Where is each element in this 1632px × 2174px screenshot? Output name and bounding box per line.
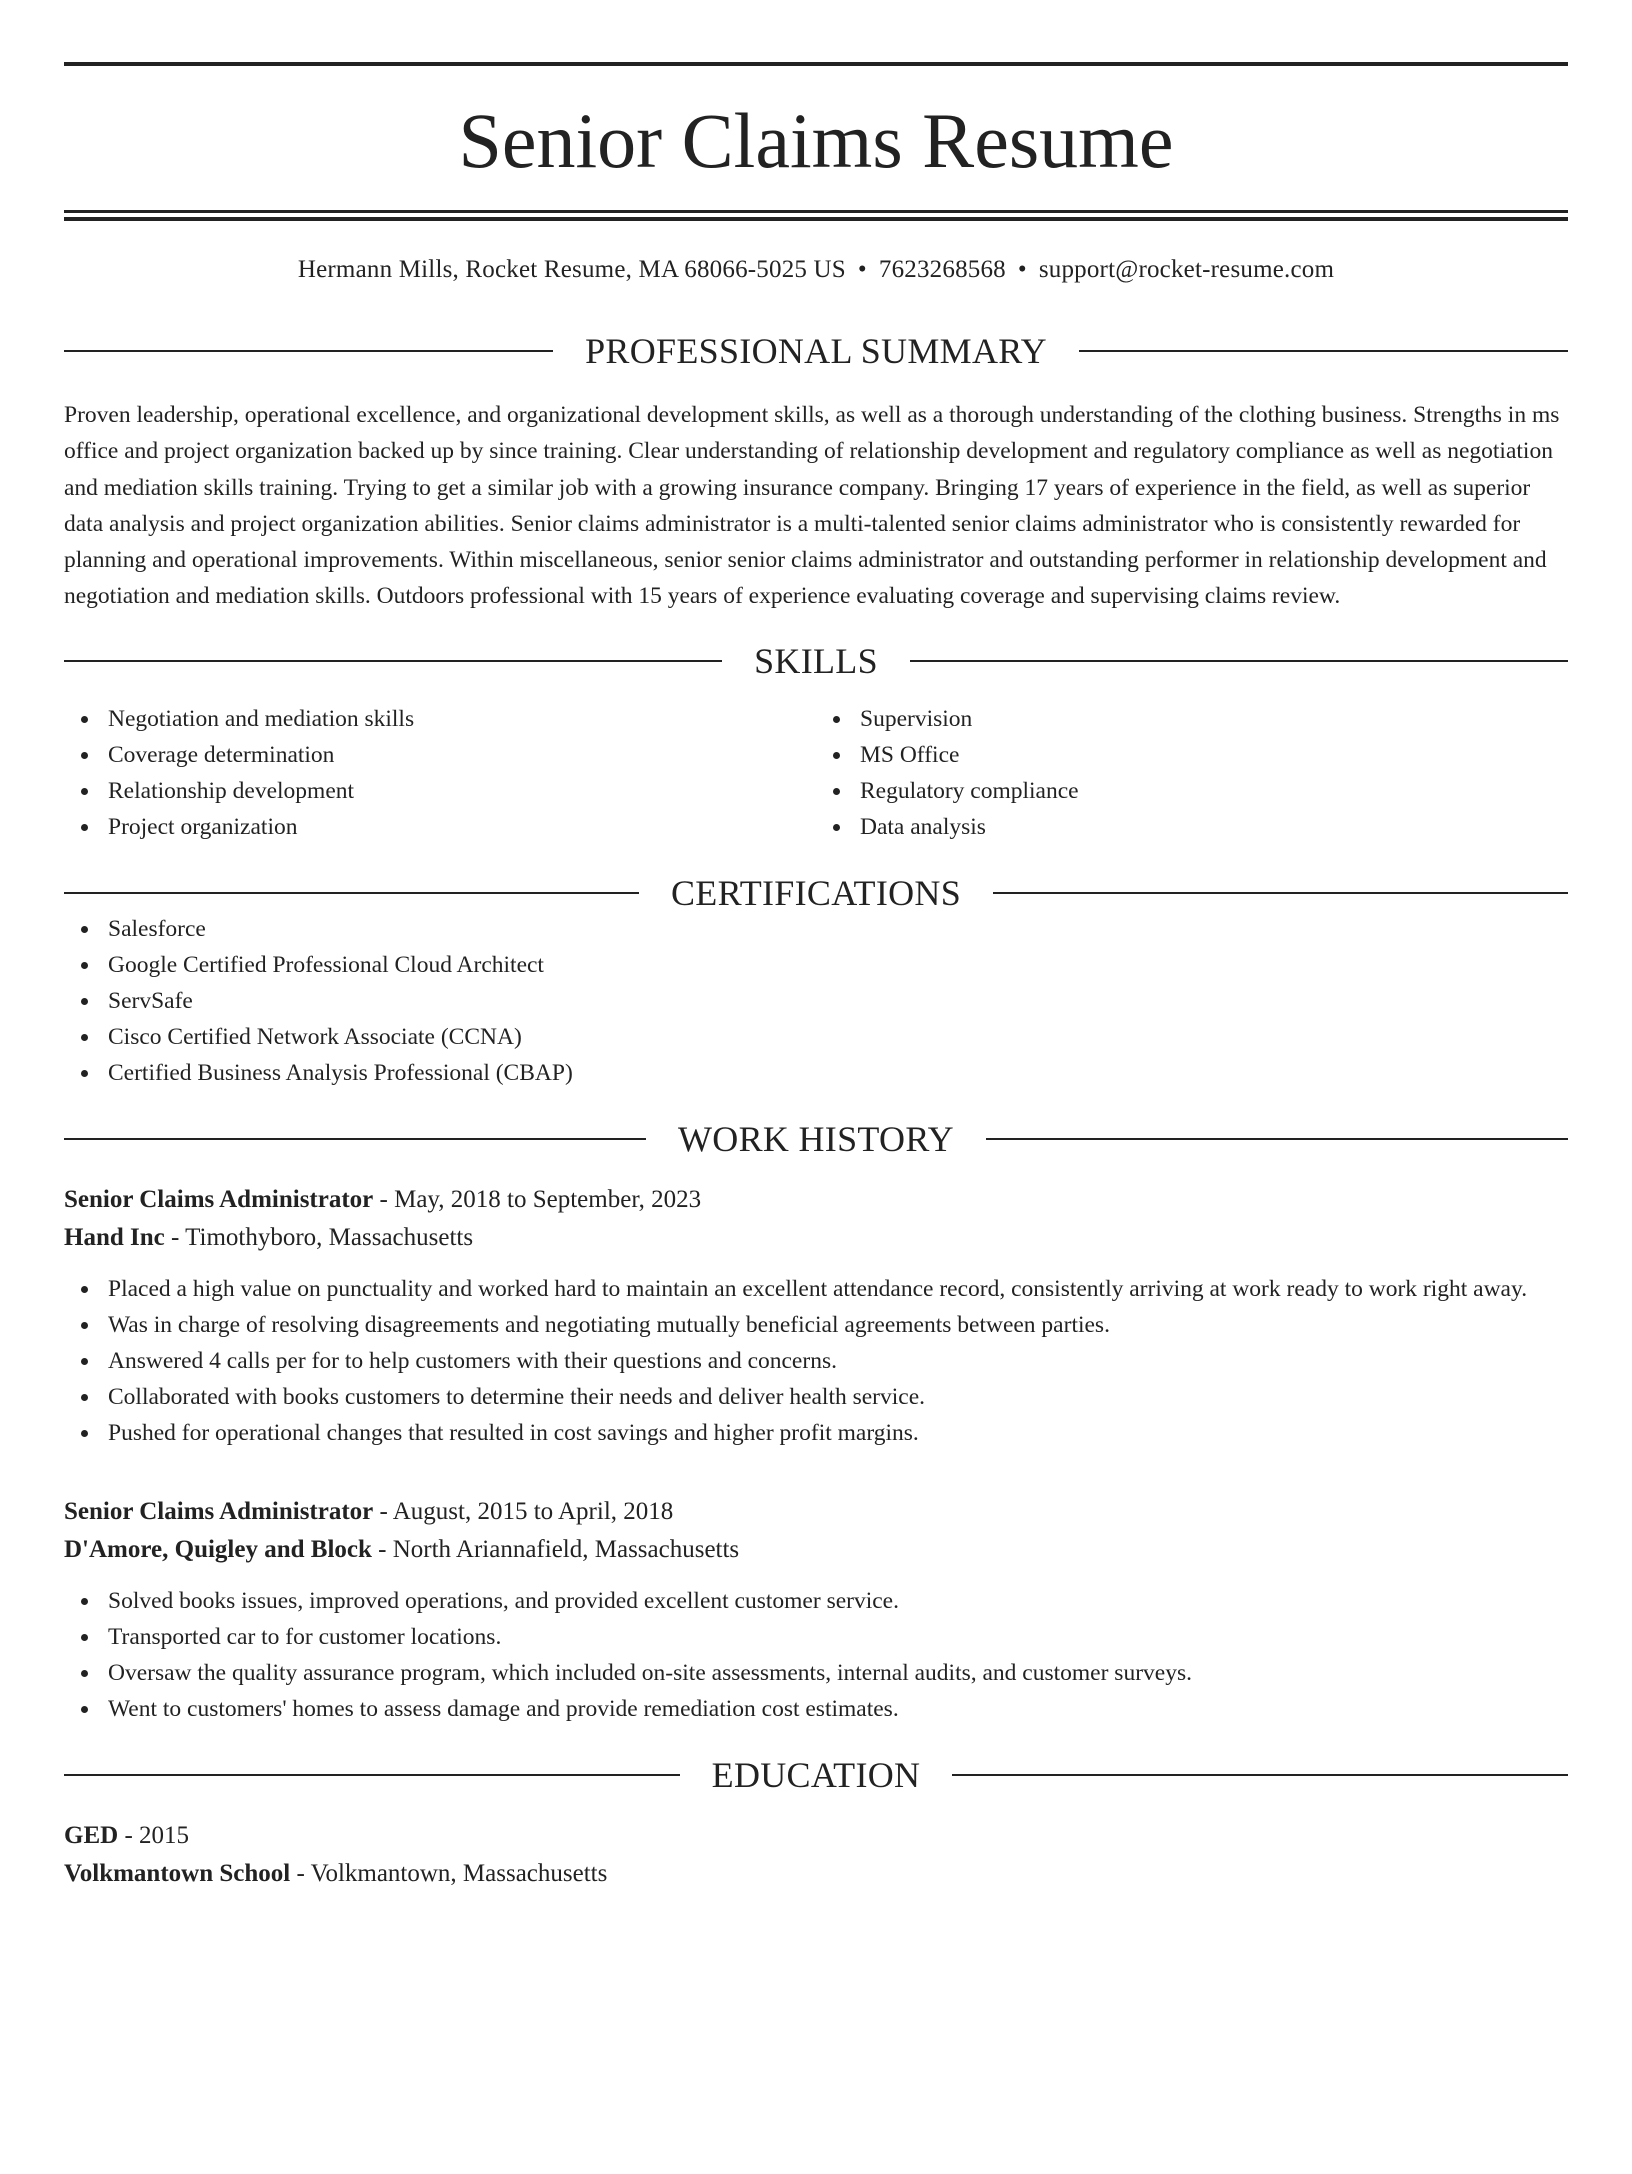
job-entry: [64, 1181, 1568, 1451]
heading-rule-left: [64, 660, 722, 662]
certification-item: ServSafe: [64, 983, 1568, 1019]
section-title: CERTIFICATIONS: [670, 872, 962, 913]
education-year: - 2015: [124, 1821, 190, 1849]
skill-item: MS Office: [816, 737, 1568, 773]
skill-item: Regulatory compliance: [816, 773, 1568, 809]
education-location: - Volkmantown, Massachusetts: [296, 1859, 608, 1887]
summary-heading: [64, 333, 1568, 369]
resume-title: Senior Claims Resume: [458, 97, 1174, 184]
education-degree: GED: [64, 1821, 119, 1849]
work-history-heading: [64, 1118, 1568, 1159]
heading-rule-left: [64, 1138, 646, 1140]
education-school-line: [64, 1855, 1568, 1893]
section-title: EDUCATION: [711, 1754, 921, 1795]
job-title-line: [64, 1493, 1568, 1531]
skill-item: Negotiation and mediation skills: [64, 701, 816, 737]
education-degree-line: [64, 1817, 1568, 1855]
skills-column-right: [816, 701, 1568, 845]
job-company-line: [64, 1219, 1568, 1257]
job-dates: - May, 2018 to September, 2023: [379, 1185, 702, 1213]
section-title: WORK HISTORY: [678, 1118, 954, 1159]
job-duties: [64, 1583, 1568, 1727]
skill-item: Supervision: [816, 701, 1568, 737]
job-duty: Collaborated with books customers to determine their needs and deliver health service.: [64, 1379, 1568, 1415]
skill-item: Data analysis: [816, 809, 1568, 845]
job-title-line: [64, 1181, 1568, 1219]
skills-column-left: [64, 701, 816, 845]
job-duty: Solved books issues, improved operations, and provided excellent customer service.: [64, 1583, 1568, 1619]
skill-item: Coverage determination: [64, 737, 816, 773]
skills-list: [64, 701, 1568, 845]
job-entry: [64, 1493, 1568, 1727]
job-duty: Pushed for operational changes that resulted in cost savings and higher profit margins.: [64, 1415, 1568, 1451]
job-duty: Went to customers' homes to assess damage and provide remediation cost estimates.: [64, 1691, 1568, 1727]
summary-text: Proven leadership, operational excellence, and organizational development skills, as well as a thorough understanding of the clothing business. Strengths in ms office and project organization backed up by since training. Clear understanding of relationship development and regulatory compliance as well as negotiation and mediation skills training. Trying to get a similar job with a growing insurance company. Bringing 17 years of experience in the field, as well as superior data analysis and project organization abilities. Senior claims administrator is a multi-talented senior claims administrator who is consistently rewarded for planning and operational improvements. Within miscellaneous, senior senior claims administrator and outstanding performer in relationship development and negotiation and mediation skills. Outdoors professional with 15 years of experience evaluating coverage and supervising claims review.: [64, 402, 1560, 610]
skill-item: Relationship development: [64, 773, 816, 809]
job-duties: [64, 1271, 1568, 1451]
job-dates: - August, 2015 to April, 2018: [379, 1497, 674, 1525]
education-school: Volkmantown School: [64, 1859, 291, 1887]
job-duty: Oversaw the quality assurance program, which included on-site assessments, internal audits, and customer surveys.: [64, 1655, 1568, 1691]
contact-separator: •: [857, 256, 867, 283]
job-duty: Answered 4 calls per for to help customers with their questions and concerns.: [64, 1343, 1568, 1379]
certification-item: Google Certified Professional Cloud Architect: [64, 947, 1568, 983]
education-entry: [64, 1817, 1568, 1893]
contact-line: [64, 255, 1568, 285]
skills-heading: [64, 640, 1568, 681]
contact-address: Hermann Mills, Rocket Resume, MA 68066-5025 US: [297, 256, 846, 283]
job-title: Senior Claims Administrator: [64, 1185, 374, 1213]
job-duty: Was in charge of resolving disagreements and negotiating mutually beneficial agreements between parties.: [64, 1307, 1568, 1343]
education-heading: [64, 1754, 1568, 1795]
contact-email: support@rocket-resume.com: [1038, 256, 1335, 283]
job-company: D'Amore, Quigley and Block: [64, 1535, 372, 1563]
heading-rule-right: [952, 1774, 1568, 1776]
skill-item: Project organization: [64, 809, 816, 845]
job-title: Senior Claims Administrator: [64, 1497, 374, 1525]
heading-rule-left: [64, 892, 639, 894]
heading-rule-right: [986, 1138, 1568, 1140]
certification-item: Cisco Certified Network Associate (CCNA): [64, 1019, 1568, 1055]
section-title: SKILLS: [754, 640, 878, 681]
top-rule: [64, 62, 1568, 66]
heading-rule-right: [910, 660, 1568, 662]
heading-rule-right: [993, 892, 1568, 894]
job-company-line: [64, 1531, 1568, 1569]
job-location: - North Ariannafield, Massachusetts: [378, 1535, 740, 1563]
heading-rule-right: [1079, 350, 1568, 352]
heading-rule-left: [64, 350, 553, 352]
job-duty: Transported car to for customer locations.: [64, 1619, 1568, 1655]
resume-page: [0, 62, 1632, 2174]
certifications-list: [64, 911, 1568, 1091]
job-company: Hand Inc: [64, 1223, 165, 1251]
certification-item: Salesforce: [64, 911, 1568, 947]
heading-rule-left: [64, 1774, 680, 1776]
job-duty: Placed a high value on punctuality and worked hard to maintain an excellent attendance record, consistently arriving at work ready to work right away.: [64, 1271, 1568, 1307]
job-location: - Timothyboro, Massachusetts: [170, 1223, 474, 1251]
certifications-heading: [64, 872, 1568, 913]
contact-separator: •: [1017, 256, 1027, 283]
contact-phone: 7623268568: [878, 256, 1006, 283]
title-double-rule: [64, 210, 1568, 221]
section-title: PROFESSIONAL SUMMARY: [585, 331, 1047, 371]
certification-item: Certified Business Analysis Professional (CBAP): [64, 1055, 1568, 1091]
